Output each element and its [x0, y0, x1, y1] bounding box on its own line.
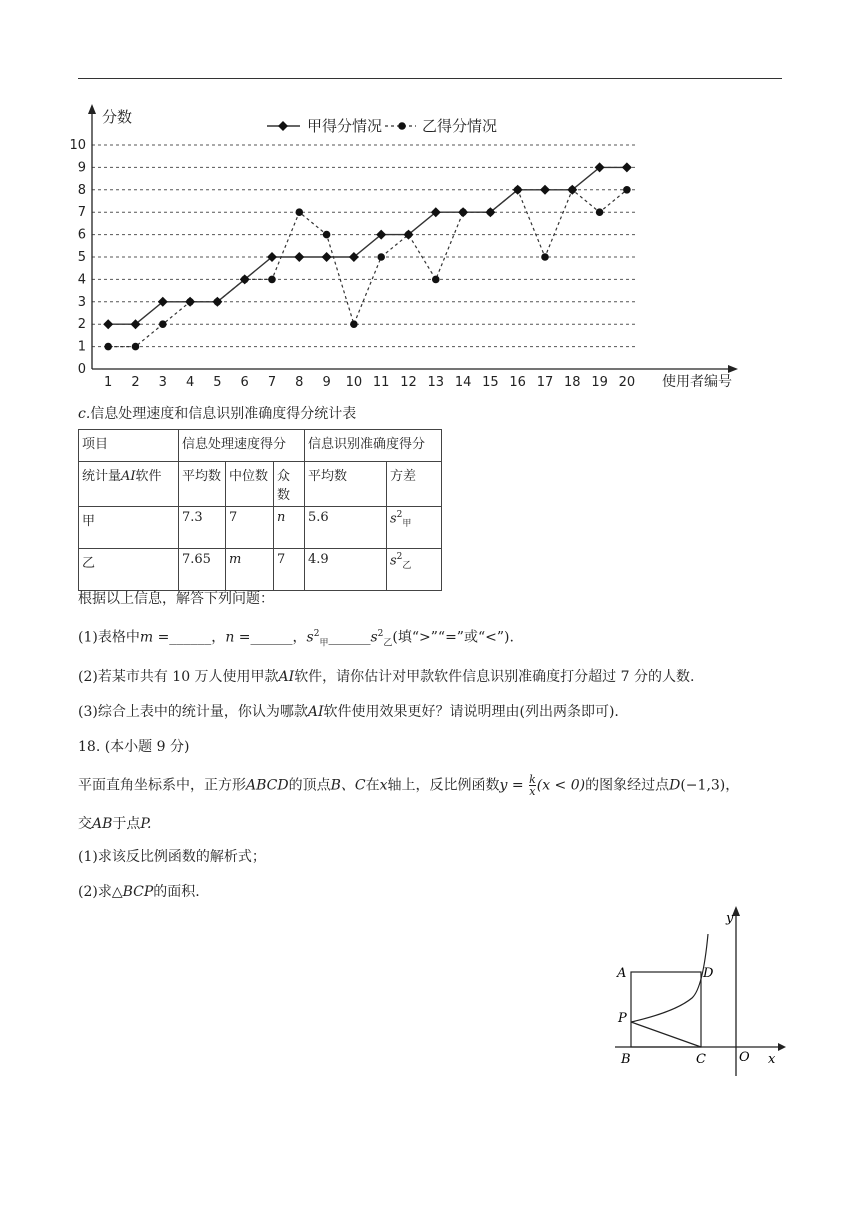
- chart-grid: [92, 145, 637, 347]
- x-tick-label: 17: [536, 375, 554, 390]
- x-tick-label: 7: [267, 375, 277, 390]
- table-row: 甲 7.3 7 n 5.6 $s^2_甲$: [79, 507, 442, 549]
- data-point-yi: [541, 253, 549, 261]
- legend-marker-jia: [278, 121, 288, 131]
- label-d: D: [703, 966, 714, 981]
- intro-text: 根据以上信息，解答下列问题：: [78, 591, 274, 607]
- y-tick-label: 6: [77, 227, 86, 243]
- label-y: y: [726, 911, 734, 926]
- x-tick-label: 8: [295, 375, 304, 390]
- label-c: C: [696, 1052, 706, 1067]
- square-abcd: [631, 972, 701, 1047]
- score-line-chart: [60, 100, 760, 395]
- data-point-yi: [323, 231, 331, 239]
- group-header-speed: 信息处理速度得分: [179, 430, 305, 462]
- data-point-yi: [377, 253, 385, 261]
- data-point-yi: [350, 320, 358, 328]
- x-axis-arrow-icon: [778, 1043, 786, 1051]
- x-tick-label: 18: [564, 375, 581, 390]
- data-point-yi: [623, 186, 631, 194]
- data-point-yi: [132, 343, 140, 351]
- problem-18-statement-2: 交AB于点P.: [78, 816, 152, 832]
- data-point-jia: [185, 297, 195, 307]
- series-line-yi: [108, 190, 627, 347]
- square-hyperbola-figure: [600, 900, 790, 1080]
- y-tick-label: 7: [77, 205, 86, 221]
- x-tick-label: 6: [240, 375, 249, 390]
- table-row: 乙 7.65 m 7 4.9 $s^2_乙$: [79, 549, 442, 591]
- data-point-jia: [322, 252, 332, 262]
- header-mean1: 平均数: [179, 462, 226, 507]
- header-variance: 方差: [387, 462, 442, 507]
- label-o: O: [739, 1050, 750, 1065]
- y-tick-label: 9: [77, 160, 86, 176]
- y-tick-label: 3: [77, 294, 86, 310]
- y-axis-arrow-icon: [88, 104, 96, 114]
- legend-label-jia: 甲得分情况: [307, 117, 383, 135]
- data-point-yi: [295, 208, 303, 216]
- x-tick-label: 12: [400, 375, 417, 390]
- data-point-jia: [294, 252, 304, 262]
- header-median: 中位数: [226, 462, 274, 507]
- data-point-yi: [432, 276, 440, 284]
- label-a: A: [617, 966, 627, 981]
- table-caption: c.信息处理速度和信息识别准确度得分统计表: [78, 406, 357, 422]
- x-tick-label: 2: [131, 375, 140, 390]
- data-point-jia: [622, 162, 632, 172]
- chart-series: [103, 162, 632, 350]
- y-axis-label: 分数: [102, 108, 133, 126]
- data-point-yi: [104, 343, 112, 351]
- y-tick-label: 4: [77, 272, 86, 288]
- x-tick-label: 15: [482, 375, 499, 390]
- header-mode: 众数: [274, 462, 305, 507]
- y-tick-label: 0: [77, 362, 86, 377]
- legend-marker-yi: [398, 122, 406, 130]
- problem-18-q1: (1)求该反比例函数的解析式；: [78, 849, 266, 865]
- hyperbola-curve: [631, 934, 708, 1022]
- data-point-jia: [103, 319, 113, 329]
- data-point-yi: [268, 276, 276, 284]
- x-tick-label: 9: [322, 375, 331, 390]
- x-tick-label: 16: [509, 375, 526, 390]
- x-axis-arrow-icon: [728, 365, 738, 373]
- legend-label-yi: 乙得分情况: [422, 117, 498, 135]
- y-tick-label: 8: [77, 182, 86, 198]
- corner-top: 项目: [79, 430, 179, 462]
- header-mean2: 平均数: [305, 462, 387, 507]
- stats-table: [78, 429, 442, 591]
- data-point-yi: [159, 320, 167, 328]
- chart-axes: [88, 104, 738, 373]
- question-1: (1)表格中m =______，n =______，$s^2_甲\_\_\_\_\_\_s^2_乙$(填“>”“=”或“<”).: [78, 629, 514, 649]
- problem-18-statement: 平面直角坐标系中，正方形ABCD的顶点B、C在x轴上，反比例函数y = $\frac{k}{x}$ (x < 0)的图象经过点D(−1,3)，: [78, 773, 740, 798]
- question-3: (3)综合上表中的统计量，你认为哪款AI软件使用效果更好？请说明理由(列出两条即可).: [78, 704, 619, 720]
- x-tick-label: 11: [372, 375, 390, 390]
- top-rule: [78, 78, 782, 79]
- x-tick-label: 4: [185, 375, 195, 390]
- y-tick-label: 1: [77, 339, 86, 355]
- x-tick-label: 20: [618, 375, 636, 390]
- x-tick-label: 13: [427, 375, 445, 390]
- x-axis-label: 使用者编号: [662, 374, 732, 390]
- data-point-yi: [596, 208, 604, 216]
- x-tick-label: 19: [591, 375, 608, 390]
- label-x: x: [768, 1052, 776, 1067]
- x-tick-label: 5: [213, 375, 222, 390]
- group-header-accuracy: 信息识别准确度得分: [305, 430, 442, 462]
- y-tick-label: 5: [77, 250, 86, 265]
- x-tick-label: 3: [158, 375, 167, 390]
- data-point-jia: [458, 207, 468, 217]
- x-tick-label: 1: [104, 375, 113, 390]
- x-tick-label: 14: [454, 375, 472, 390]
- question-2: (2)若某市共有 10 万人使用甲款AI软件，请你估计对甲款软件信息识别准确度打分超过 7 分的人数.: [78, 669, 695, 685]
- problem-18-title: 18. (本小题 9 分): [78, 739, 190, 755]
- problem-18-q2: (2)求△BCP的面积.: [78, 884, 200, 900]
- data-point-jia: [540, 185, 550, 195]
- chart-legend: [267, 117, 497, 135]
- y-tick-label: 2: [77, 317, 86, 333]
- label-b: B: [621, 1052, 631, 1067]
- label-p: P: [618, 1011, 627, 1026]
- segment-pc: [631, 1022, 701, 1047]
- y-tick-label: 10: [69, 138, 86, 153]
- chart-tick-labels: [69, 108, 732, 390]
- corner-bottom: 统计量AI软件: [79, 462, 179, 507]
- x-tick-label: 10: [345, 375, 363, 390]
